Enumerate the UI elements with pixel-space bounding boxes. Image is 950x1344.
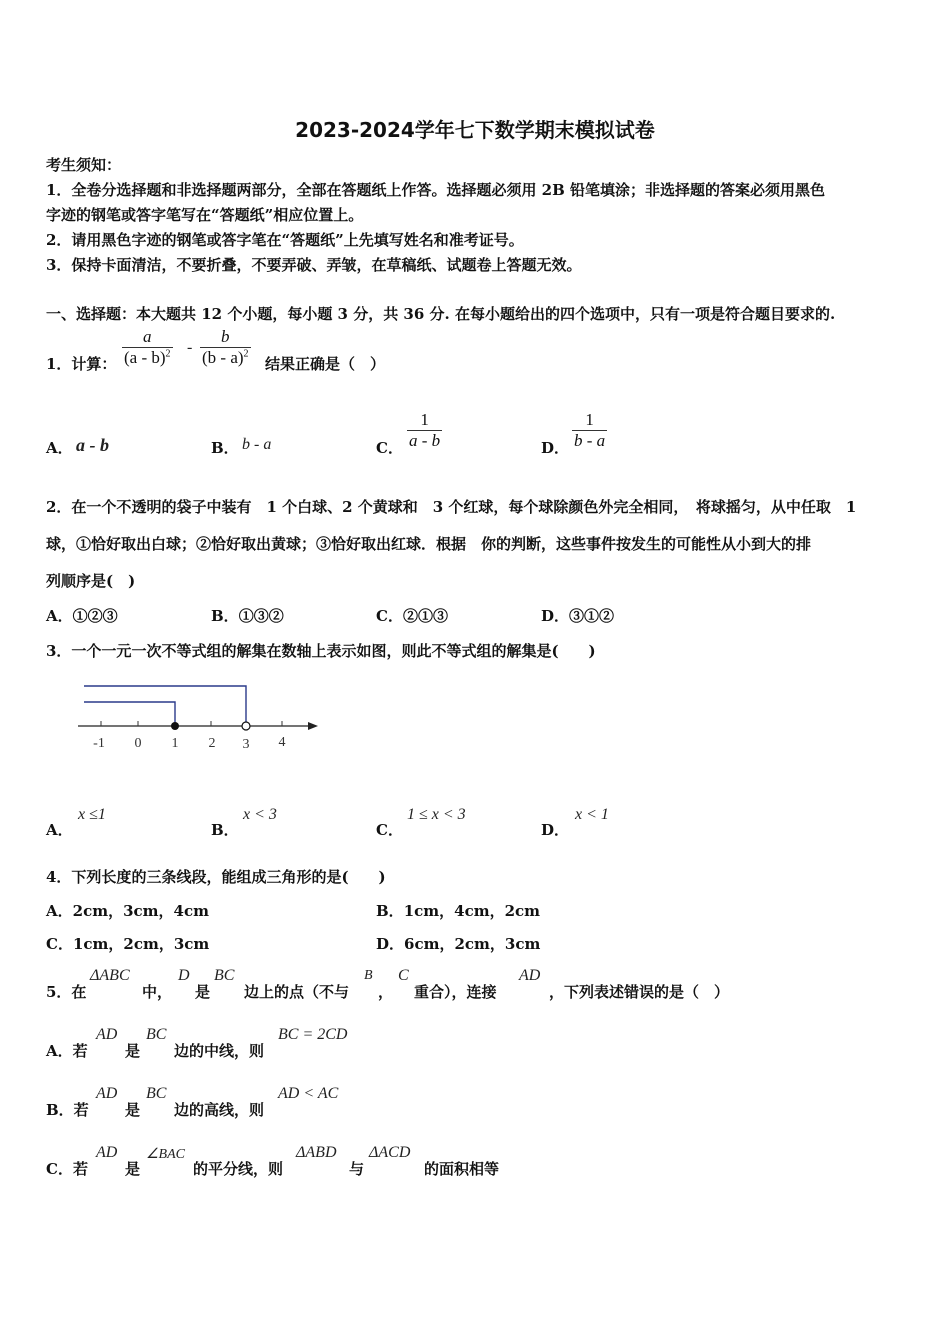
q1-f1-den: (a - b) (124, 348, 166, 367)
q5-option-c-triangle-abd: ΔABD (296, 1144, 337, 1161)
q2-option-b: B．①③② (211, 607, 284, 625)
q5-option-c-triangle-acd: ΔACD (369, 1144, 411, 1161)
label-1: 1 (171, 736, 179, 751)
q5-part-6: ，下列表述错误的是（ ） (549, 983, 730, 1001)
q5-option-c-label: C．若 (46, 1160, 88, 1178)
q5-option-a-rest: 边的中线，则 (174, 1042, 265, 1060)
q5-option-a-bc: BC (146, 1026, 167, 1043)
q1-f2-den: (b - a) (202, 348, 244, 367)
q3-option-c-label: C． (376, 821, 403, 839)
q2-line-1: 2．在一个不透明的袋子中装有 1 个白球、2 个黄球和 3 个红球，每个球除颜色外完全相同， 将球摇匀，从中任取 1 (46, 498, 857, 516)
q5-part-4: 边上的点（不与 (244, 983, 350, 1001)
q1-f2-exp: 2 (243, 348, 249, 360)
notice-line-3: 3．保持卡面清洁，不要折叠，不要弄破、弄皱，在草稿纸、试题卷上答题无效。 (46, 256, 582, 274)
q5-option-b-label: B．若 (46, 1101, 89, 1119)
q3-option-b-expr: x < 3 (243, 806, 277, 823)
q3-option-d-label: D． (541, 821, 570, 839)
q2-option-a: A．①②③ (46, 607, 118, 625)
range-line-lt-3 (84, 686, 246, 726)
q5-option-b-ad: AD (96, 1085, 118, 1102)
q5-option-b-rest: 边的高线，则 (174, 1101, 265, 1119)
page-title: 2023-2024学年七下数学期末模拟试卷 (295, 118, 655, 142)
q5-option-c-with: 与 (349, 1160, 365, 1178)
q1-option-d-fraction (572, 410, 607, 451)
q1-minus: - (187, 339, 193, 356)
q5-option-a-ad: AD (96, 1026, 118, 1043)
q5-option-c-end: 的面积相等 (424, 1160, 500, 1178)
q1-option-c-label: C． (376, 439, 403, 457)
q1-f2-num: b (221, 327, 230, 346)
q1-option-b-label: B． (211, 439, 239, 457)
notice-heading: 考生须知： (46, 156, 122, 174)
q4-option-a: A．2cm，3cm，4cm (46, 902, 209, 920)
q5-option-a-label: A．若 (46, 1042, 88, 1060)
q5-part-1: 5．在 (46, 983, 87, 1001)
q5-option-b-expr: AD < AC (278, 1085, 339, 1102)
q4-option-d: D．6cm，2cm，3cm (376, 935, 541, 953)
notice-line-1a: 1．全卷分选择题和非选择题两部分，全部在答题纸上作答。选择题必须用 2B 铅笔填涂；非选择题的答案必须用黑色 (46, 181, 826, 199)
q3-option-d-expr: x < 1 (575, 806, 609, 823)
q1-option-a-expr: a - b (76, 435, 109, 455)
q2-option-c: C．②①③ (376, 607, 448, 625)
q5-point-d: D (178, 967, 190, 984)
q2-option-d: D．③①② (541, 607, 615, 625)
closed-dot-1 (171, 722, 179, 730)
q2-line-2: 球，①恰好取出白球；②恰好取出黄球；③恰好取出红球．根据 你的判断，这些事件按发生的可能性从小到大的排 (46, 535, 812, 553)
q1-fraction-1 (122, 327, 173, 368)
notice-line-2: 2．请用黑色字迹的钢笔或答字笔在“答题纸”上先填写姓名和准考证号。 (46, 231, 524, 249)
q5-part-3: 是 (195, 983, 211, 1001)
q4-option-b: B．1cm，4cm，2cm (376, 902, 541, 920)
range-line-le-1 (84, 702, 175, 726)
q3-stem: 3．一个一元一次不等式组的解集在数轴上表示如图，则此不等式组的解集是( ) (46, 642, 596, 660)
section-heading: 一、选择题：本大题共 12 个小题，每小题 3 分，共 36 分. 在每小题给出的四个选项中，只有一项是符合题目要求的. (46, 305, 836, 323)
q4-option-c: C．1cm，2cm，3cm (46, 935, 210, 953)
q1-option-b-expr: b - a (242, 436, 272, 453)
q3-option-b-label: B． (211, 821, 239, 839)
q5-segment-ad: AD (519, 967, 541, 984)
q2-line-3: 列顺序是( ) (46, 572, 136, 590)
q1-option-c-den: a - b (409, 431, 441, 450)
q3-option-c-expr: 1 ≤ x < 3 (407, 806, 466, 823)
q5-option-c-rest: 的平分线，则 (193, 1160, 284, 1178)
q3-option-a-expr: x ≤1 (78, 806, 106, 823)
label-3: 3 (242, 737, 250, 752)
q5-option-c-is: 是 (125, 1160, 141, 1178)
label-0: 0 (134, 736, 142, 751)
q5-comma: ， (378, 983, 394, 1001)
q1-option-a-label: A． (46, 439, 73, 457)
q1-option-c-fraction (407, 410, 442, 451)
q1-f1-exp: 2 (165, 348, 171, 360)
q5-option-b-bc: BC (146, 1085, 167, 1102)
q5-side-bc: BC (214, 967, 235, 984)
label-2: 2 (208, 736, 216, 751)
q5-option-c-angle: ∠BAC (146, 1147, 185, 1162)
notice-line-1b: 字迹的钢笔或答字笔写在“答题纸”相应位置上。 (46, 206, 364, 224)
q3-option-a-label: A． (46, 821, 73, 839)
q1-option-c-num: 1 (420, 410, 429, 429)
q1-option-d-den: b - a (574, 431, 606, 450)
q5-option-c-ad: AD (96, 1144, 118, 1161)
q5-part-2: 中， (142, 983, 173, 1001)
q5-triangle-abc: ΔABC (90, 967, 130, 984)
number-line-arrow (308, 722, 318, 730)
label-4: 4 (278, 735, 286, 750)
q1-f1-num: a (143, 327, 152, 346)
q5-part-5: 重合），连接 (414, 983, 497, 1001)
q4-stem: 4．下列长度的三条线段，能组成三角形的是( ) (46, 868, 386, 886)
q5-option-a-is: 是 (125, 1042, 141, 1060)
q5-point-b: B (364, 968, 373, 983)
q5-point-c: C (398, 967, 409, 984)
q3-number-line (70, 676, 330, 756)
q5-option-a-expr: BC = 2CD (278, 1026, 348, 1043)
q1-option-d-num: 1 (585, 410, 594, 429)
q5-option-b-is: 是 (125, 1101, 141, 1119)
label-neg1: -1 (93, 736, 105, 751)
open-dot-3 (242, 722, 250, 730)
q1-option-d-label: D． (541, 439, 570, 457)
q1-suffix: 结果正确是（ ） (265, 355, 386, 373)
q1-prefix: 1．计算： (46, 355, 117, 373)
q1-fraction-2 (200, 327, 251, 368)
